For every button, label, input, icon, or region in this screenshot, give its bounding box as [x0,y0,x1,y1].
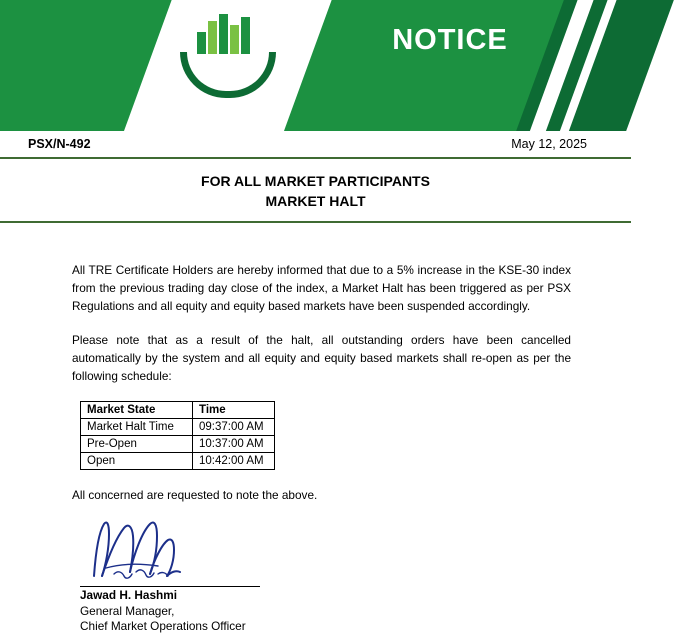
bar-chart-icon [197,14,259,54]
logo-caption-line2: STOCK EXCHANGE [188,112,268,121]
signature-image [80,514,380,586]
subject-line-2: MARKET HALT [265,193,366,209]
table-header-row [81,401,275,418]
cell-market-state: Market Halt Time [81,418,193,435]
column-header-time: Time [193,401,275,418]
body-paragraph-2: Please note that as a result of the halt, all outstanding orders have been cancelled automatically by the system and all equity and equity based markets shall re-open as per the following schedule: [72,332,571,383]
table-row [81,452,275,469]
notice-body [0,223,631,634]
signatory-name: Jawad H. Hashmi [80,586,260,602]
notice-subject-block [0,159,631,223]
body-paragraph-1: All TRE Certificate Holders are hereby informed that due to a 5% increase in the KSE-30 index from the previous trading day close of the index, a Market Halt has been triggered as per PSX Regulations and all equity and equity based markets have been suspended accordingly. [72,262,571,313]
notice-title: NOTICE [392,24,508,56]
schedule-table [80,401,275,470]
table-row [81,435,275,452]
table-row [81,418,275,435]
logo-mark-text: PSX [205,54,251,77]
signatory-designation-2: Chief Market Operations Officer [80,618,246,633]
logo-caption-line1: PAKISTAN [206,102,250,111]
cell-market-state: Open [81,452,193,469]
logo-caption [168,102,288,122]
logo-arc-shape [180,52,276,98]
cell-time: 09:37:00 AM [193,418,275,435]
cell-market-state: Pre-Open [81,435,193,452]
document-header [0,0,631,131]
column-header-market-state: Market State [81,401,193,418]
cell-time: 10:42:00 AM [193,452,275,469]
closing-statement: All concerned are requested to note the above. [72,487,318,502]
psx-logo [168,14,288,122]
cell-time: 10:37:00 AM [193,435,275,452]
handwritten-signature-icon [80,514,380,586]
signatory-designation-1: General Manager, [80,603,175,618]
notice-reference-number: PSX/N-492 [28,137,91,151]
reference-line [0,131,631,159]
subject-line-1: FOR ALL MARKET PARTICIPANTS [201,173,430,189]
notice-date: May 12, 2025 [511,137,587,151]
